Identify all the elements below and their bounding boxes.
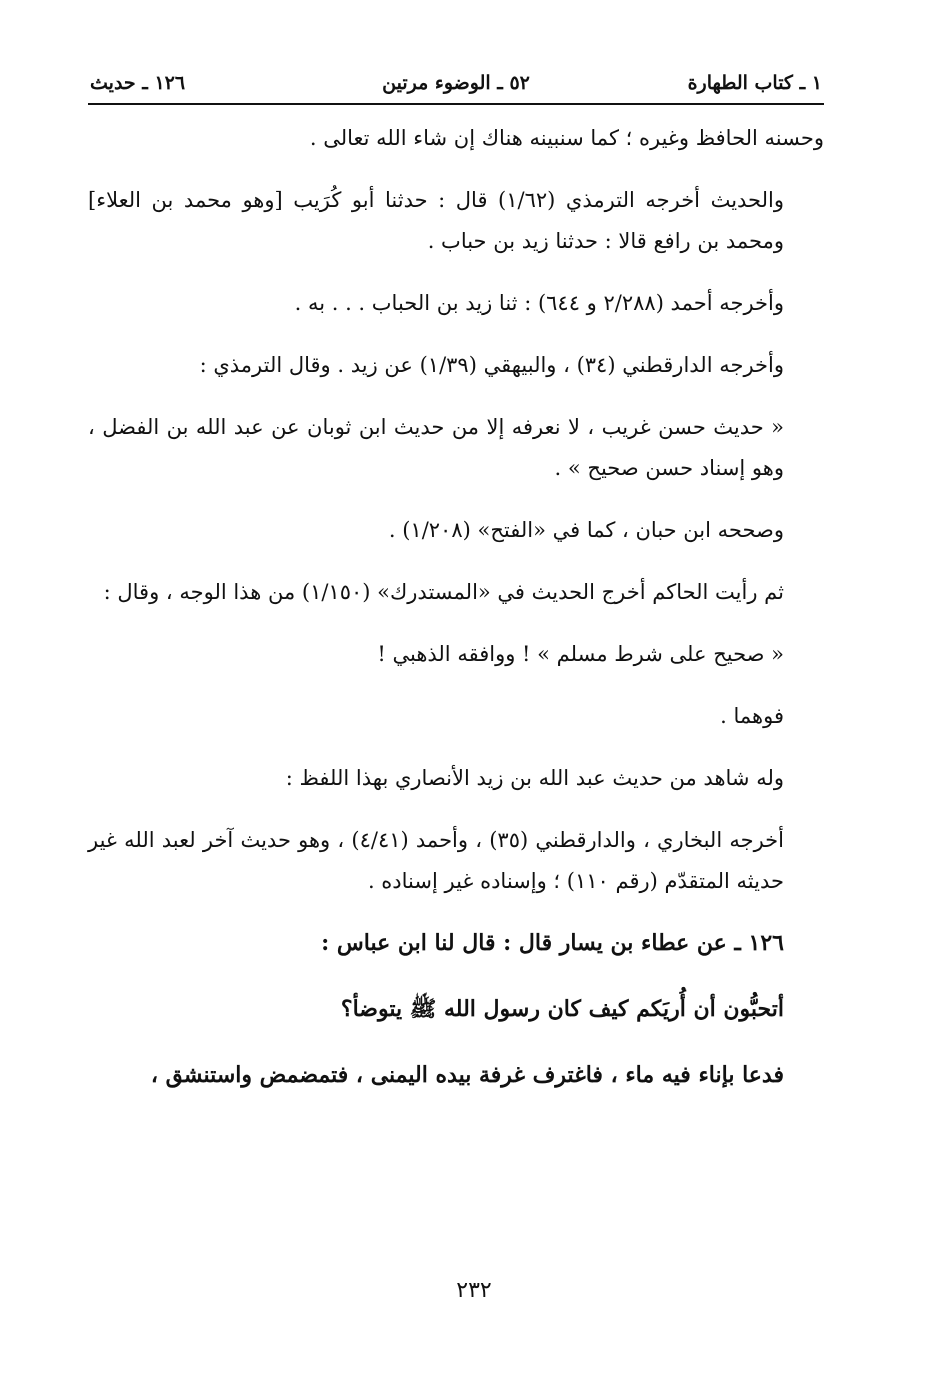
header-section: ٥٢ ـ الوضوء مرتين [382, 72, 530, 94]
paragraph: وأخرجه الدارقطني (٣٤) ، والبيهقي (١/٣٩) عن زيد . وقال الترمذي : [199, 353, 784, 377]
header-rule [88, 103, 824, 105]
running-header [90, 68, 822, 102]
hadith-heading: ١٢٦ ـ عن عطاء بن يسار قال : قال لنا ابن عباس : [321, 930, 784, 956]
paragraph: وحسنه الحافظ وغيره ؛ كما سنبينه هناك إن شاء الله تعالى . [309, 126, 824, 150]
header-hadith-number: ١٢٦ ـ حديث [90, 72, 186, 94]
header-chapter: ١ ـ كتاب الطهارة [687, 72, 822, 94]
paragraph: والحديث أخرجه الترمذي (١/٦٢) قال : حدثنا أبو كُرَيب [وهو محمد بن العلاء] ومحمد بن رافع قالا : حدثنا زيد بن حباب . [88, 188, 784, 253]
paragraph: وله شاهد من حديث عبد الله بن زيد الأنصاري بهذا اللفظ : [285, 766, 784, 790]
hadith-text: أتحبُّون أن أُريَكم كيف كان رسول الله ﷺ يتوضأ؟ [340, 996, 784, 1022]
page-number: ٢٣٢ [456, 1278, 492, 1303]
paragraph: فوهما . [720, 704, 784, 728]
paragraph: ثم رأيت الحاكم أخرج الحديث في «المستدرك» (١/١٥٠) من هذا الوجه ، وقال : [103, 580, 784, 604]
quotation: « صحيح على شرط مسلم » ! ووافقه الذهبي ! [377, 642, 784, 666]
body-text [88, 118, 824, 1121]
hadith-text: فدعا بإناء فيه ماء ، فاغترف غرفة بيده اليمنى ، فتمضمض واستنشق ، [150, 1062, 784, 1088]
paragraph: أخرجه البخاري ، والدارقطني (٣٥) ، وأحمد (٤/٤١) ، وهو حديث آخر لعبد الله غير حديثه المتقدّم (رقم ١١٠) ؛ وإسناده غير إسناده . [88, 828, 784, 893]
paragraph: وصححه ابن حبان ، كما في «الفتح» (١/٢٠٨) . [388, 518, 784, 542]
paragraph: وأخرجه أحمد (٢/٢٨٨ و ٦٤٤) : ثنا زيد بن الحباب . . . به . [294, 291, 784, 315]
quotation: « حديث حسن غريب ، لا نعرفه إلا من حديث ابن ثوبان عن عبد الله بن الفضل ، وهو إسناد حسن صحيح » . [88, 415, 784, 480]
